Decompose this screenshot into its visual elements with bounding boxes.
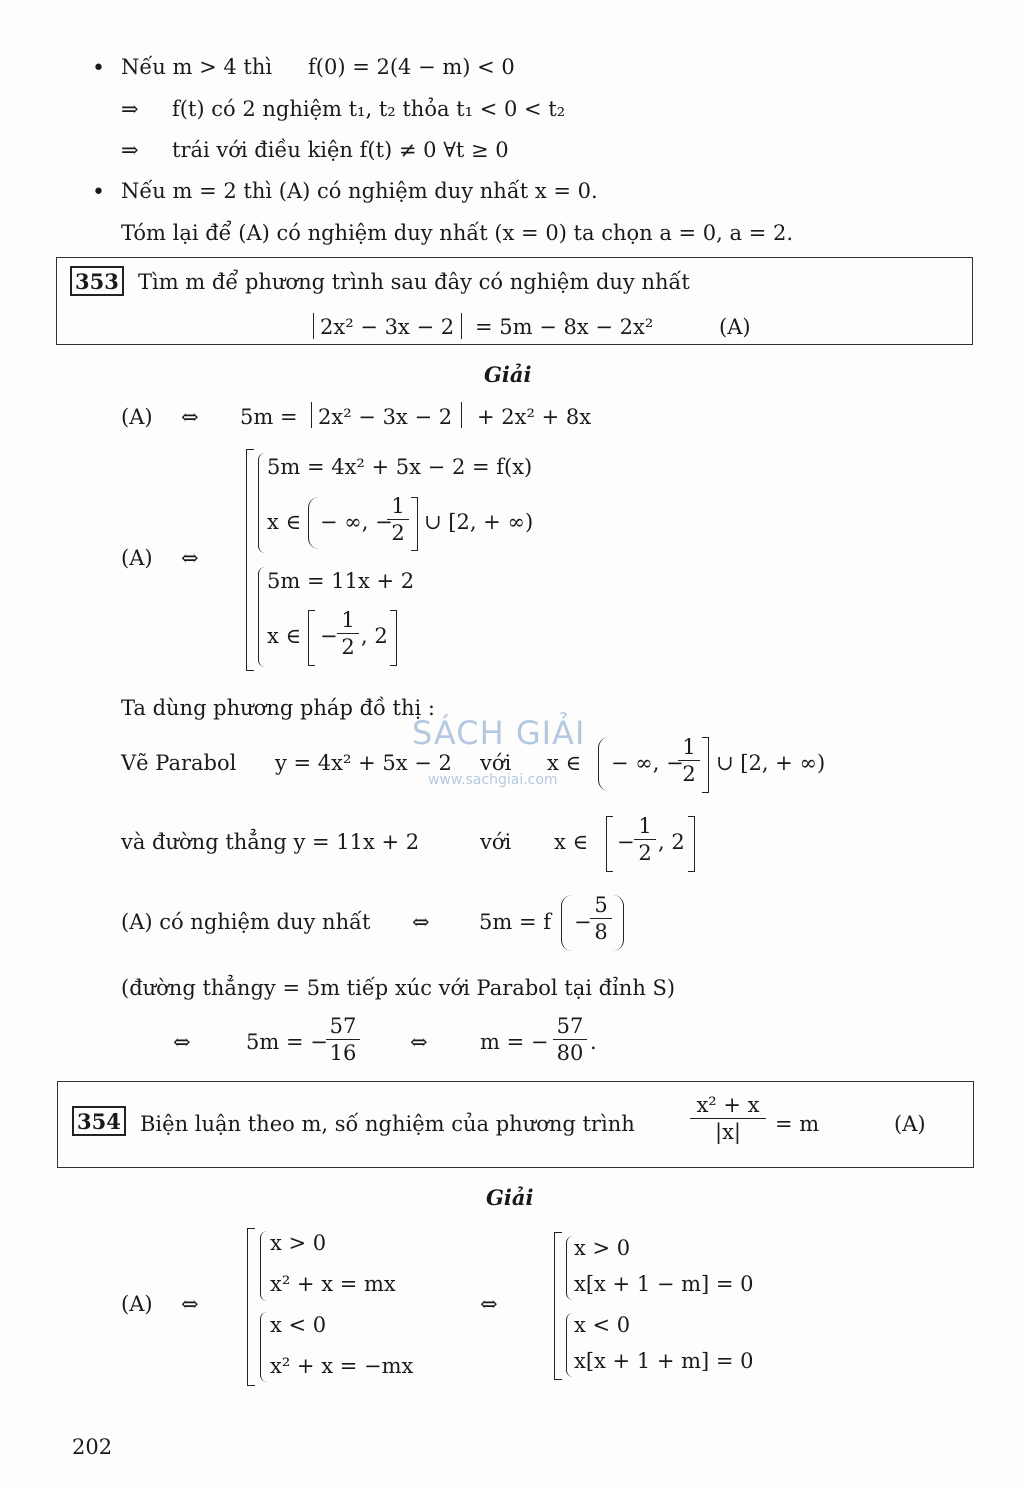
denominator: 8 (594, 920, 608, 944)
math-expression: x[x + 1 + m] = 0 (574, 1349, 754, 1373)
equation-label: (A) (719, 315, 751, 339)
math-expression: , 2 (658, 830, 685, 854)
math-expression: − ∞, − (611, 751, 684, 775)
math-expression: x > 0 (270, 1231, 327, 1255)
text-line: trái với điều kiện f(t) ≠ 0 ∀t ≥ 0 (172, 138, 509, 162)
implies-symbol: ⇒ (121, 97, 139, 121)
period: . (590, 1030, 597, 1054)
math-expression: ∪ [2, + ∞) (716, 751, 826, 775)
equivalent-symbol: ⇔ (410, 1030, 428, 1054)
system-brace (260, 1231, 267, 1301)
union-bracket (247, 1228, 255, 1386)
numerator: x² + x (690, 1095, 766, 1119)
watermark-url: www.sachgiai.com (428, 772, 558, 788)
minus-sign: − (574, 910, 592, 934)
fraction (590, 895, 612, 943)
equation-label: (A) (121, 1292, 153, 1316)
union-bracket (246, 449, 254, 671)
math-expression: x < 0 (270, 1313, 327, 1337)
numerator: 57 (553, 1016, 587, 1040)
equivalent-symbol: ⇔ (181, 546, 199, 570)
denominator: 80 (556, 1041, 584, 1065)
numerator: 5 (590, 895, 612, 919)
open-bracket (308, 610, 315, 666)
open-paren (308, 497, 319, 549)
denominator: 2 (638, 841, 652, 865)
equivalent-symbol: ⇔ (173, 1030, 191, 1054)
close-bracket (411, 497, 418, 551)
math-expression: 5m = 11x + 2 (267, 569, 415, 593)
math-expression: − ∞, − (320, 510, 393, 534)
math-expression: m = − (480, 1030, 549, 1054)
bullet: • (92, 56, 105, 81)
close-bracket (688, 816, 695, 872)
problem-statement: Tìm m để phương trình sau đây có nghiệm duy nhất (138, 270, 690, 294)
math-expression: 5m = − (246, 1030, 328, 1054)
math-expression: 5m = f (479, 910, 551, 934)
text-line: với (480, 830, 512, 854)
fraction (326, 1016, 360, 1064)
denominator: 2 (341, 635, 355, 659)
math-expression: y = 4x² + 5x − 2 (275, 751, 452, 775)
text-line: Nếu m = 2 thì (A) có nghiệm duy nhất x = 0. (121, 179, 598, 203)
equation-label: (A) (894, 1112, 926, 1136)
abs-bar (461, 313, 462, 339)
denominator: 2 (391, 521, 405, 545)
fraction (690, 1095, 766, 1143)
equation-label: (A) (121, 405, 153, 429)
math-expression: x² + x = mx (270, 1272, 396, 1296)
text-line: (đường thẳngy = 5m tiếp xúc với Parabol tại đỉnh S) (121, 976, 676, 1000)
equivalent-symbol: ⇔ (480, 1292, 498, 1316)
denominator: |x| (715, 1120, 741, 1144)
abs-bar (313, 313, 314, 339)
math-expression: x ∈ (554, 830, 589, 854)
open-bracket (606, 816, 613, 872)
numerator: 1 (678, 737, 700, 761)
close-bracket (702, 737, 709, 793)
math-expression: x ∈ (267, 510, 302, 534)
text-line: Vẽ Parabol (121, 751, 237, 775)
open-paren (598, 737, 609, 791)
problem-number: 353 (70, 266, 124, 296)
numerator: 1 (634, 816, 656, 840)
solution-heading: Giải (484, 362, 532, 387)
text-line: Tóm lại để (A) có nghiệm duy nhất (x = 0) ta chọn a = 0, a = 2. (121, 221, 793, 245)
system-brace (566, 1313, 573, 1377)
math-expression: = m (775, 1112, 820, 1136)
math-expression: 2x² − 3x − 2 (318, 405, 453, 429)
text-line: và đường thẳng y = 11x + 2 (121, 830, 420, 854)
math-expression: x > 0 (574, 1236, 631, 1260)
math-expression: 2x² − 3x − 2 (320, 315, 455, 339)
math-expression: x² + x = −mx (270, 1354, 414, 1378)
watermark-logo: SÁCH GIẢI (412, 714, 586, 752)
equivalent-symbol: ⇔ (412, 910, 430, 934)
math-expression: x ∈ (267, 624, 302, 648)
math-expression: 5m = (240, 405, 298, 429)
math-expression: ∪ [2, + ∞) (424, 510, 534, 534)
system-brace (566, 1236, 573, 1300)
math-expression: − (320, 624, 338, 648)
system-brace (260, 1312, 267, 1382)
text-line: (A) có nghiệm duy nhất (121, 910, 371, 934)
math-expression: , 2 (361, 624, 388, 648)
numerator: 57 (326, 1016, 360, 1040)
page-number: 202 (72, 1435, 113, 1459)
abs-bar (461, 402, 462, 428)
math-expression: = 5m − 8x − 2x² (475, 315, 654, 339)
equivalent-symbol: ⇔ (181, 1292, 199, 1316)
solution-heading: Giải (486, 1185, 534, 1210)
text-line: Ta dùng phương pháp đồ thị : (121, 696, 435, 720)
abs-bar (311, 402, 312, 428)
math-expression: + 2x² + 8x (477, 405, 592, 429)
problem-number: 354 (72, 1106, 126, 1136)
math-expression: 5m = 4x² + 5x − 2 = f(x) (267, 455, 533, 479)
numerator: 1 (337, 610, 359, 634)
system-brace (258, 453, 265, 553)
equivalent-symbol: ⇔ (181, 405, 199, 429)
implies-symbol: ⇒ (121, 138, 139, 162)
fraction (337, 610, 359, 658)
text-line: Nếu m > 4 thì (121, 55, 273, 79)
denominator: 2 (682, 762, 696, 786)
fraction (553, 1016, 587, 1064)
math-expression: − (617, 830, 635, 854)
open-paren (561, 895, 572, 951)
denominator: 16 (329, 1041, 357, 1065)
close-bracket (390, 610, 397, 666)
math-expression: x < 0 (574, 1313, 631, 1337)
problem-statement: Biện luận theo m, số nghiệm của phương trình (140, 1112, 635, 1136)
text-line: với (480, 751, 512, 775)
fraction (678, 737, 700, 785)
bullet: • (92, 180, 105, 205)
union-bracket (554, 1232, 562, 1380)
math-expression: f(0) = 2(4 − m) < 0 (308, 55, 515, 79)
fraction (634, 816, 656, 864)
fraction (387, 496, 409, 544)
numerator: 1 (387, 496, 409, 520)
math-expression: x[x + 1 − m] = 0 (574, 1272, 754, 1296)
equation-label: (A) (121, 546, 153, 570)
math-expression: x ∈ (547, 751, 582, 775)
text-line: f(t) có 2 nghiệm t₁, t₂ thỏa t₁ < 0 < t₂ (172, 97, 566, 121)
system-brace (258, 567, 265, 667)
close-paren (613, 895, 624, 951)
